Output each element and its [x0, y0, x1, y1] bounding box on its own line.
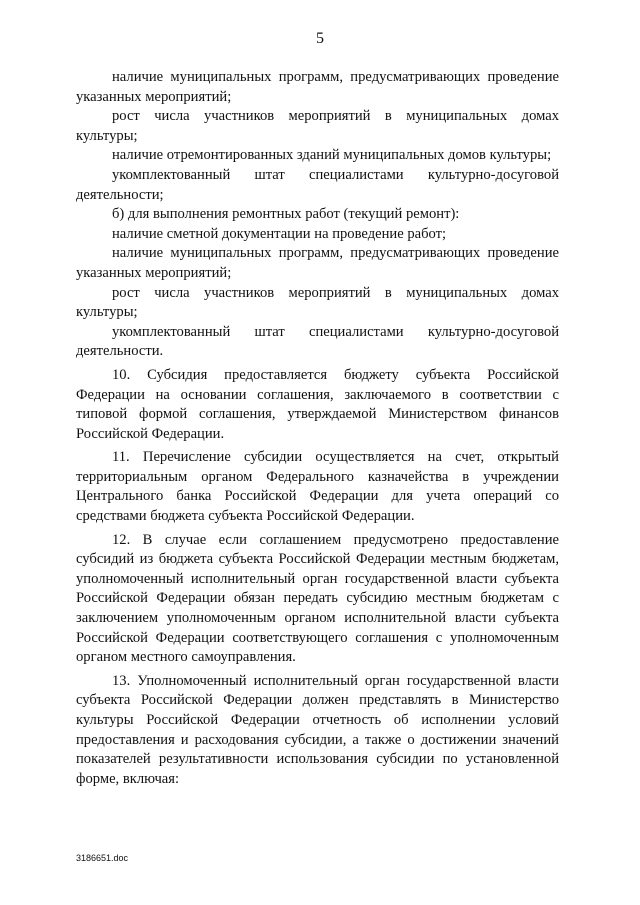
paragraph: рост числа участников мероприятий в муниципальных домах культуры; — [76, 108, 559, 144]
paragraph: наличие сметной документации на проведение работ; — [112, 225, 447, 242]
paragraph: укомплектованный штат специалистами культурно-досуговой деятельности; — [76, 166, 559, 203]
paragraph: наличие отремонтированных зданий муниципальных домов культуры; — [112, 147, 552, 164]
paragraph: б) для выполнения ремонтных работ (текущий ремонт): — [112, 206, 460, 223]
paragraph: наличие муниципальных программ, предусматривающих проведение указанных мероприятий; — [76, 69, 559, 105]
paragraph: наличие муниципальных программ, предусматривающих проведение указанных мероприятий; — [76, 245, 559, 281]
page-number: 5 — [316, 30, 324, 47]
paragraph-clause-11: 11. Перечисление субсидии осуществляется на счет, открытый территориальным органом Федерального казначейства в учреждении Центрального банка Российской Федерации для учета операций со средствами бюджета субъекта Российской Федерации. — [76, 449, 559, 525]
paragraph-clause-10: 10. Субсидия предоставляется бюджету субъекта Российской Федерации на основании соглашения, заключаемого в соответствии с типовой формой соглашения, утверждаемой Министерством финансов Российской Федерации. — [76, 366, 559, 442]
paragraph: рост числа участников мероприятий в муниципальных домах культуры; — [76, 284, 559, 321]
paragraph-clause-13: 13. Уполномоченный исполнительный орган государственной власти субъекта Российской Федерации должен представлять в Министерство культуры Российской Федерации отчетность об исполнении условий предоставления и расходования субсидии, а также о достижении значений показателей результативности использования субсидии по установленной форме, включая: — [76, 672, 559, 787]
paragraph: укомплектованный штат специалистами культурно-досуговой деятельности. — [76, 323, 559, 360]
document-body — [76, 68, 559, 789]
footer-filename: 3186651.doc — [76, 853, 129, 863]
paragraph-clause-12: 12. В случае если соглашением предусмотрено предоставление субсидий из бюджета субъекта Российской Федерации местным бюджетам, уполномоченный исполнительный орган государственной власти субъекта Российской Федерации обязан передать субсидию местным бюджетам с заключением уполномоченным органом исполнительной власти субъекта Российской Федерации соответствующего соглашения с уполномоченным органом местного самоуправления. — [76, 531, 559, 666]
